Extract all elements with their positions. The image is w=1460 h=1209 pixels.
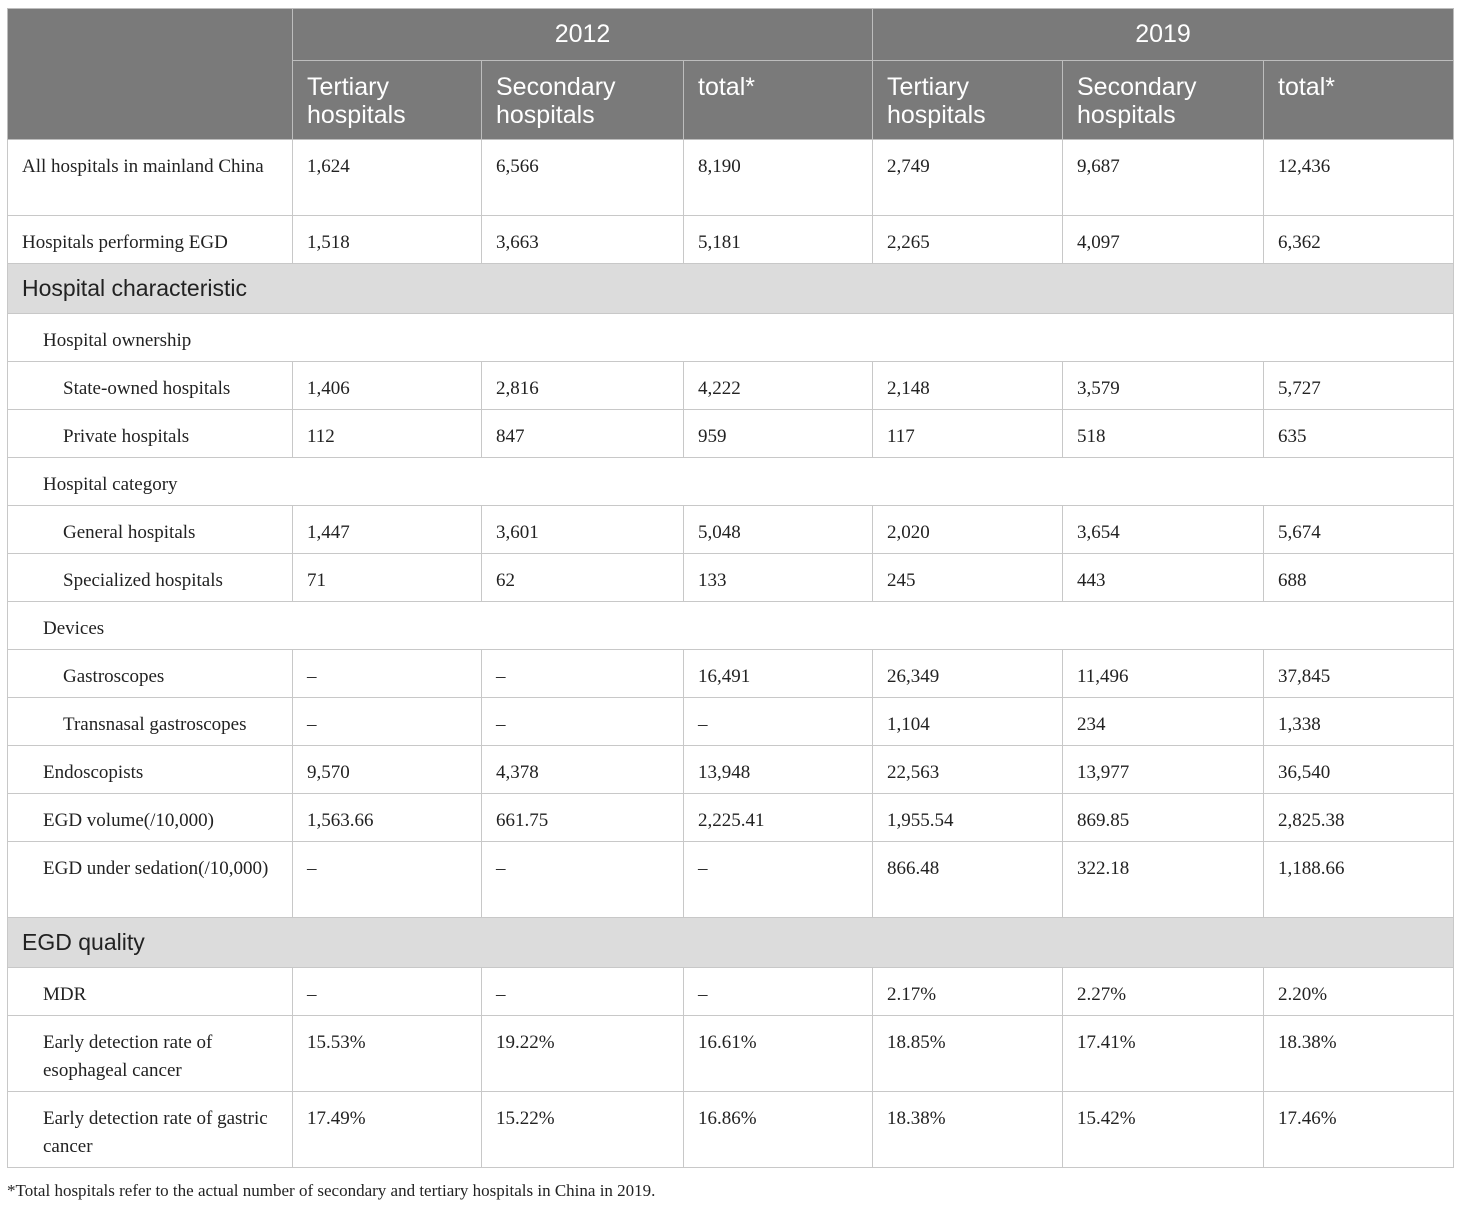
table-cell: 2,749	[873, 140, 1063, 216]
table-row	[8, 216, 1454, 264]
group-header-row	[8, 602, 1454, 650]
table-cell: 5,727	[1264, 362, 1454, 410]
table-cell: 3,579	[1063, 362, 1264, 410]
table-cell: 112	[293, 410, 482, 458]
table-row	[8, 506, 1454, 554]
table-cell: 13,977	[1063, 746, 1264, 794]
table-cell: 22,563	[873, 746, 1063, 794]
section-header-label: Hospital characteristic	[8, 264, 1454, 314]
table-row	[8, 650, 1454, 698]
hospital-egd-table	[7, 8, 1454, 1168]
row-label: Transnasal gastroscopes	[8, 698, 293, 746]
table-cell: 18.38%	[873, 1092, 1063, 1168]
table-cell: 2,816	[482, 362, 684, 410]
header-col-tertiary-2012: Tertiary hospitals	[293, 61, 482, 140]
group-header-row	[8, 458, 1454, 506]
table-cell: 3,663	[482, 216, 684, 264]
table-row	[8, 1016, 1454, 1092]
table-cell: –	[293, 842, 482, 918]
row-label: Gastroscopes	[8, 650, 293, 698]
section-header-row	[8, 918, 1454, 968]
table-cell: 4,097	[1063, 216, 1264, 264]
table-cell: 3,601	[482, 506, 684, 554]
group-header-label: Hospital ownership	[8, 314, 1454, 362]
table-cell: 9,687	[1063, 140, 1264, 216]
table-cell: 1,624	[293, 140, 482, 216]
table-cell: 866.48	[873, 842, 1063, 918]
header-col-total-2019: total*	[1264, 61, 1454, 140]
table-cell: 17.46%	[1264, 1092, 1454, 1168]
table-row	[8, 746, 1454, 794]
table-cell: –	[482, 650, 684, 698]
table-cell: 8,190	[684, 140, 873, 216]
row-label: EGD volume(/10,000)	[8, 794, 293, 842]
table-row	[8, 554, 1454, 602]
table-cell: 9,570	[293, 746, 482, 794]
table-cell: 2,225.41	[684, 794, 873, 842]
table-cell: –	[293, 968, 482, 1016]
table-cell: 2,020	[873, 506, 1063, 554]
group-header-label: Hospital category	[8, 458, 1454, 506]
group-header-label: Devices	[8, 602, 1454, 650]
table-cell: 18.38%	[1264, 1016, 1454, 1092]
table-cell: 1,188.66	[1264, 842, 1454, 918]
table-cell: 2.20%	[1264, 968, 1454, 1016]
table-cell: 1,338	[1264, 698, 1454, 746]
row-label: All hospitals in mainland China	[8, 140, 293, 216]
table-cell: 847	[482, 410, 684, 458]
table-cell: 37,845	[1264, 650, 1454, 698]
table-cell: 1,955.54	[873, 794, 1063, 842]
table-cell: –	[684, 842, 873, 918]
table-cell: 12,436	[1264, 140, 1454, 216]
table-cell: 5,674	[1264, 506, 1454, 554]
row-label: EGD under sedation(/10,000)	[8, 842, 293, 918]
table-row	[8, 410, 1454, 458]
table-cell: 688	[1264, 554, 1454, 602]
table-cell: 16.86%	[684, 1092, 873, 1168]
table-cell: 2,265	[873, 216, 1063, 264]
table-cell: –	[293, 698, 482, 746]
table-cell: –	[684, 698, 873, 746]
table-row	[8, 968, 1454, 1016]
header-col-secondary-2012: Secondary hospitals	[482, 61, 684, 140]
row-label: General hospitals	[8, 506, 293, 554]
table-cell: 2,148	[873, 362, 1063, 410]
row-label: Endoscopists	[8, 746, 293, 794]
table-cell: –	[482, 842, 684, 918]
table-cell: 1,563.66	[293, 794, 482, 842]
table-cell: 5,181	[684, 216, 873, 264]
header-year-2012: 2012	[293, 9, 873, 61]
table-cell: 15.42%	[1063, 1092, 1264, 1168]
table-row	[8, 362, 1454, 410]
table-cell: 13,948	[684, 746, 873, 794]
table-cell: 71	[293, 554, 482, 602]
table-cell: 16.61%	[684, 1016, 873, 1092]
table-cell: 518	[1063, 410, 1264, 458]
table-row	[8, 140, 1454, 216]
table-cell: 6,362	[1264, 216, 1454, 264]
table-row	[8, 1092, 1454, 1168]
table-cell: 2,825.38	[1264, 794, 1454, 842]
table-cell: 635	[1264, 410, 1454, 458]
table-cell: 234	[1063, 698, 1264, 746]
header-year-2019: 2019	[873, 9, 1454, 61]
table-cell: 443	[1063, 554, 1264, 602]
table-cell: 16,491	[684, 650, 873, 698]
table-cell: 36,540	[1264, 746, 1454, 794]
table-cell: 245	[873, 554, 1063, 602]
row-label: Early detection rate of gastric cancer	[8, 1092, 293, 1168]
row-label: State-owned hospitals	[8, 362, 293, 410]
table-cell: 1,104	[873, 698, 1063, 746]
table-cell: 5,048	[684, 506, 873, 554]
table-cell: 2.17%	[873, 968, 1063, 1016]
row-label: Hospitals performing EGD	[8, 216, 293, 264]
table-cell: 15.22%	[482, 1092, 684, 1168]
table-cell: –	[482, 968, 684, 1016]
table-cell: 869.85	[1063, 794, 1264, 842]
header-col-tertiary-2019: Tertiary hospitals	[873, 61, 1063, 140]
table-cell: –	[293, 650, 482, 698]
data-table-container	[7, 8, 1453, 1168]
table-cell: 959	[684, 410, 873, 458]
table-cell: 133	[684, 554, 873, 602]
table-cell: 1,518	[293, 216, 482, 264]
table-cell: 1,406	[293, 362, 482, 410]
row-label: MDR	[8, 968, 293, 1016]
table-cell: 62	[482, 554, 684, 602]
table-cell: 117	[873, 410, 1063, 458]
table-cell: –	[684, 968, 873, 1016]
table-cell: 661.75	[482, 794, 684, 842]
table-cell: 18.85%	[873, 1016, 1063, 1092]
table-cell: 26,349	[873, 650, 1063, 698]
row-label: Private hospitals	[8, 410, 293, 458]
table-cell: 17.41%	[1063, 1016, 1264, 1092]
group-header-row	[8, 314, 1454, 362]
table-cell: –	[482, 698, 684, 746]
table-cell: 11,496	[1063, 650, 1264, 698]
header-col-secondary-2019: Secondary hospitals	[1063, 61, 1264, 140]
table-cell: 15.53%	[293, 1016, 482, 1092]
table-cell: 1,447	[293, 506, 482, 554]
table-row	[8, 794, 1454, 842]
table-cell: 19.22%	[482, 1016, 684, 1092]
table-cell: 322.18	[1063, 842, 1264, 918]
table-cell: 4,378	[482, 746, 684, 794]
table-row	[8, 698, 1454, 746]
table-cell: 3,654	[1063, 506, 1264, 554]
header-col-total-2012: total*	[684, 61, 873, 140]
table-row	[8, 842, 1454, 918]
row-label: Early detection rate of esophageal cancer	[8, 1016, 293, 1092]
table-header	[8, 9, 1454, 140]
header-corner-cell	[8, 9, 293, 140]
table-cell: 17.49%	[293, 1092, 482, 1168]
header-year-row	[8, 9, 1454, 61]
table-footnote: *Total hospitals refer to the actual number of secondary and tertiary hospitals in China in 2019.	[7, 1181, 656, 1200]
table-cell: 2.27%	[1063, 968, 1264, 1016]
row-label: Specialized hospitals	[8, 554, 293, 602]
section-header-label: EGD quality	[8, 918, 1454, 968]
table-body	[8, 140, 1454, 1168]
table-cell: 4,222	[684, 362, 873, 410]
table-cell: 6,566	[482, 140, 684, 216]
section-header-row	[8, 264, 1454, 314]
